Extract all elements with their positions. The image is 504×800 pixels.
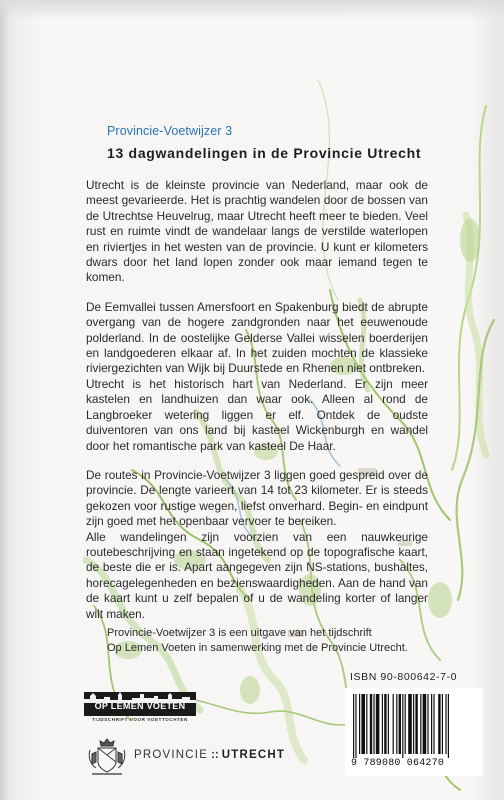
- provincie-utrecht-logo: [134, 749, 285, 761]
- barcode-bar: [431, 694, 432, 754]
- book-subtitle: 13 dagwandelingen in de Provincie Utrecht: [107, 145, 422, 161]
- barcode-bar: [415, 694, 417, 754]
- colophon-line: Op Lemen Voeten in samenwerking met de Provincie Utrecht.: [107, 642, 408, 654]
- blurb-paragraph: Alle wandelingen zijn voorzien van een nauwkeurige routebeschrijving en staan ingetekend op de topografische kaart, de beste die er is. Apart aangegeven zijn NS-stations, bushaltes, horecagelegenheden en bezienswaardigheden. Aan de hand van de kaart kunt u zelf bepalen of u de wandeling korter of langer wilt maken.: [86, 529, 428, 621]
- barcode-bars: [353, 694, 475, 758]
- barcode-bar: [433, 694, 434, 754]
- blurb-paragraph: De Eemvallei tussen Amersfoort en Spakenburg biedt de abrupte overgang van de hogere zandgronden naar het eeuwenoude polderland. In de oostelijke Gelderse Vallei wisselen boerderijen en landgoederen elkaar af. In het zuiden mochten de klassieke riviergezichten van Wijk bij Duurstede en Rhenen niet ontbreken.: [86, 299, 428, 376]
- barcode-bar: [445, 694, 446, 754]
- barcode-bar: [413, 694, 414, 754]
- province-word: PROVINCIE: [134, 749, 209, 761]
- barcode-bar: [438, 694, 440, 754]
- barcode-bar: [355, 694, 356, 758]
- series-title: Provincie-Voetwijzer 3: [107, 124, 233, 138]
- barcode-bar: [399, 694, 401, 754]
- barcode-bar: [353, 694, 354, 758]
- barcode-bar: [382, 694, 383, 754]
- barcode-bar: [370, 694, 372, 754]
- province-city: UTRECHT: [221, 749, 286, 761]
- barcode-bar: [384, 694, 386, 754]
- barcode-bar: [427, 694, 428, 754]
- barcode-bar: [408, 694, 412, 754]
- barcode-bar: [388, 694, 389, 754]
- blurb-paragraph: De routes in Provincie-Voetwijzer 3 liggen goed gespreid over de provincie. De lengte varieert van 14 tot 23 kilometer. Er is steeds gekozen voor rustige wegen, liefst onverhard. Begin- en eindpunt zijn goed met het openbaar vervoer te bereiken.: [86, 467, 428, 529]
- barcode-bar: [442, 694, 443, 754]
- barcode-bar: [420, 694, 421, 754]
- province-dots: ::: [211, 749, 219, 761]
- magazine-tagline: TIJDSCHRIFT VOOR VOETTOCHTEN: [92, 717, 188, 722]
- colophon-line: Provincie-Voetwijzer 3 is een uitgave van het tijdschrift: [107, 627, 372, 639]
- barcode-bar: [405, 694, 406, 754]
- magazine-name: OP LEMEN VOETEN: [94, 701, 186, 711]
- blurb-paragraph: Utrecht is het historisch hart van Nederland. Er zijn meer kastelen en landhuizen dan waar ook. Alleen al rond de Langbroeker wetering liggen er elf. Ontdek de oudste duiventoren van ons land bij kasteel Wickenburgh en wandel door het romantische park van kasteel De Haar.: [86, 376, 428, 453]
- province-coat-of-arms-icon: [86, 736, 128, 778]
- barcode: [345, 688, 483, 776]
- barcode-bar: [396, 694, 397, 754]
- barcode-bar: [423, 694, 427, 754]
- barcode-bar: [402, 694, 403, 758]
- barcode-bar: [393, 694, 394, 754]
- barcode-bar: [376, 694, 380, 754]
- blurb-paragraph: Utrecht is de kleinste provincie van Nederland, maar ook de meest gevarieerde. Het is prachtig wandelen door de bossen van de Utrechtse Heuvelrug, maar Utrecht heeft meer te bieden. Veel rust en ruimte vindt de wandelaar langs de verstilde waterlopen en riviertjes in het westen van de provincie. U kunt er kilometers dwars door het land lopen zonder ook maar iemand tegen te komen.: [86, 178, 428, 285]
- barcode-bar: [366, 694, 367, 754]
- barcode-bar: [361, 694, 365, 754]
- barcode-bar: [359, 694, 360, 754]
- barcode-bar: [373, 694, 374, 754]
- blurb-text: [86, 178, 428, 636]
- barcode-number: 9 789080 064270: [351, 758, 445, 769]
- barcode-bar: [448, 694, 449, 758]
- colophon: [107, 626, 408, 656]
- isbn-number: ISBN 90-800642-7-0: [350, 671, 458, 683]
- op-lemen-voeten-logo: [84, 692, 196, 716]
